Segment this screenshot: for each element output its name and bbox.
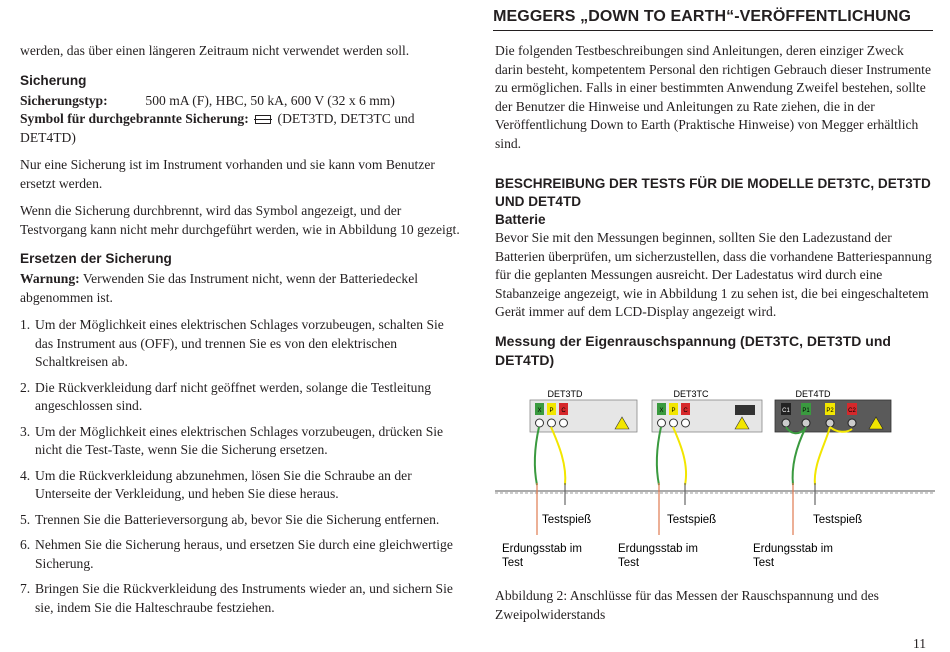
list-item bbox=[20, 316, 460, 372]
right-column bbox=[495, 42, 935, 370]
list-item bbox=[20, 379, 460, 416]
list-item bbox=[20, 467, 460, 504]
spike-label: Testspieß bbox=[813, 514, 863, 526]
figure-caption: Abbildung 2: Anschlüsse für das Messen der Rauschspannung und des Zweipolwiderstands bbox=[495, 588, 879, 622]
terminal-label: P bbox=[671, 408, 676, 414]
device-det4td bbox=[775, 389, 891, 485]
warning-label: Warnung: bbox=[20, 271, 80, 286]
rod-label: Erdungsstab im bbox=[502, 543, 582, 555]
battery-heading: Batterie bbox=[495, 212, 546, 227]
list-item bbox=[20, 511, 460, 530]
step-number: 2. bbox=[20, 379, 31, 395]
rod-label: Test bbox=[753, 557, 775, 569]
spike-label: Testspieß bbox=[667, 514, 717, 526]
fuse-type-value: 500 mA (F), HBC, 50 kA, 600 V (32 x 6 mm) bbox=[145, 92, 395, 108]
spike-label: Testspieß bbox=[542, 514, 592, 526]
noise-heading: Messung der Eigenrauschspannung (DET3TC, DET3TD und DET4TD) bbox=[495, 332, 891, 368]
step-text: Um der Möglichkeit eines elektrischen Schlages vorzubeugen, schalten Sie das Instrument aus (OFF), und trennen Sie es von den elektrischen Schaltkreisen ab. bbox=[35, 317, 444, 369]
socket-icon bbox=[735, 405, 755, 415]
battery-text: Bevor Sie mit den Messungen beginnen, sollten Sie den Ladezustand der Batterien überprüfen, um sicherzustellen, dass die vorhandene Batteriespannung für die geplanten Messungen ausreicht. Der Ladestatus wird durch eine Stabanzeige angezeigt, wie in Abbildung 1 zu sehen ist, die bei eingeschaltetem Gerät immer auf dem LCD-Display angezeigt wird. bbox=[495, 230, 932, 319]
connection-figure bbox=[495, 385, 935, 575]
device-label: DET4TD bbox=[795, 389, 831, 399]
terminal-label: C bbox=[683, 408, 688, 414]
step-number: 3. bbox=[20, 423, 31, 439]
steps-list bbox=[20, 316, 460, 617]
fuse-type-label: Sicherungstyp: bbox=[20, 92, 108, 108]
step-text: Um der Möglichkeit eines elektrischen Schlages vorzubeugen, drücken Sie nicht die Test-Taste, wenn Sie die Sicherung ersetzen. bbox=[35, 423, 444, 457]
right-intro: Die folgenden Testbeschreibungen sind Anleitungen, deren einziger Zweck darin besteht, kompetentem Personal den richtigen Gebrauch dieser Instrumente zu ermöglichen. Falls in einer bestimmten Anwendung Zweifel bestehen, sollte der Benutzer die Hinweise und Anleitungen zu Rate ziehen, die in der Veröffentlichung Down to Earth (Praktische Hinweise) von Megger erhältlich sind. bbox=[495, 43, 931, 151]
fuse-icon bbox=[255, 115, 271, 124]
left-intro: werden, das über einen längeren Zeitraum nicht verwendet werden soll. bbox=[20, 43, 410, 58]
step-number: 1. bbox=[20, 317, 31, 332]
fuse-symbol-value: (DET3TD, DET3TC und DET4TD) bbox=[20, 111, 415, 145]
fuse-para-1: Nur eine Sicherung ist im Instrument vorhanden und sie kann vom Benutzer ersetzt werden. bbox=[20, 157, 435, 191]
terminal-label: X bbox=[537, 408, 542, 414]
header-title: MEGGERS „DOWN TO EARTH“-VERÖFFENTLICHUNG bbox=[493, 8, 911, 25]
device-det3tc bbox=[652, 389, 762, 485]
rod-label: Erdungsstab im bbox=[753, 543, 833, 555]
step-text: Trennen Sie die Batterieversorgung ab, bevor Sie die Sicherung entfernen. bbox=[35, 511, 440, 527]
rod-label: Test bbox=[618, 557, 640, 569]
step-text: Bringen Sie die Rückverkleidung des Instruments wieder an, und sichern Sie sie, indem Sie die Halteschraube festziehen. bbox=[35, 581, 453, 615]
fuse-type-row bbox=[20, 92, 460, 111]
tests-heading: BESCHREIBUNG DER TESTS FÜR DIE MODELLE DET3TC, DET3TD UND DET4TD bbox=[495, 176, 931, 209]
terminal-label: C1 bbox=[782, 408, 790, 414]
step-text: Um die Rückverkleidung abzunehmen, lösen Sie die Schraube an der Unterseite der Verkleidung, und heben Sie diese heraus. bbox=[35, 467, 412, 501]
warning-row bbox=[20, 270, 460, 307]
terminal-label: C bbox=[561, 408, 566, 414]
terminal-label: P2 bbox=[826, 408, 834, 414]
device-label: DET3TD bbox=[547, 389, 583, 399]
terminal-label: X bbox=[659, 408, 664, 414]
fuse-symbol-label: Symbol für durchgebrannte Sicherung: bbox=[20, 111, 249, 126]
device-det3td bbox=[530, 389, 637, 485]
device-label: DET3TC bbox=[673, 389, 709, 399]
fuse-heading: Sicherung bbox=[20, 72, 87, 88]
rod-label: Erdungsstab im bbox=[618, 543, 698, 555]
list-item bbox=[20, 536, 460, 573]
step-number: 4. bbox=[20, 467, 31, 483]
terminal-label: P bbox=[549, 408, 554, 414]
terminal-label: P1 bbox=[802, 408, 810, 414]
terminal-label: C2 bbox=[848, 408, 856, 414]
page-header bbox=[493, 0, 933, 31]
step-number: 5. bbox=[20, 511, 31, 527]
step-number: 6. bbox=[20, 537, 31, 552]
step-number: 7. bbox=[20, 581, 31, 596]
left-column bbox=[20, 42, 460, 624]
rod-label: Test bbox=[502, 557, 524, 569]
list-item bbox=[20, 423, 460, 460]
replace-heading: Ersetzen der Sicherung bbox=[20, 251, 172, 266]
fuse-para-2: Wenn die Sicherung durchbrennt, wird das Symbol angezeigt, und der Testvorgang kann nicht mehr durchgeführt werden, wie in Abbildung 10 gezeigt. bbox=[20, 203, 460, 237]
step-text: Die Rückverkleidung darf nicht geöffnet werden, solange die Testleitung angeschlossen sind. bbox=[35, 379, 432, 413]
list-item bbox=[20, 580, 460, 617]
warning-text: Verwenden Sie das Instrument nicht, wenn der Batteriedeckel abgenommen ist. bbox=[20, 271, 419, 305]
fuse-symbol-row bbox=[20, 110, 460, 147]
page-number: 11 bbox=[913, 636, 927, 651]
step-text: Nehmen Sie die Sicherung heraus, und ersetzen Sie durch eine gleichwertige Sicherung. bbox=[35, 537, 453, 571]
